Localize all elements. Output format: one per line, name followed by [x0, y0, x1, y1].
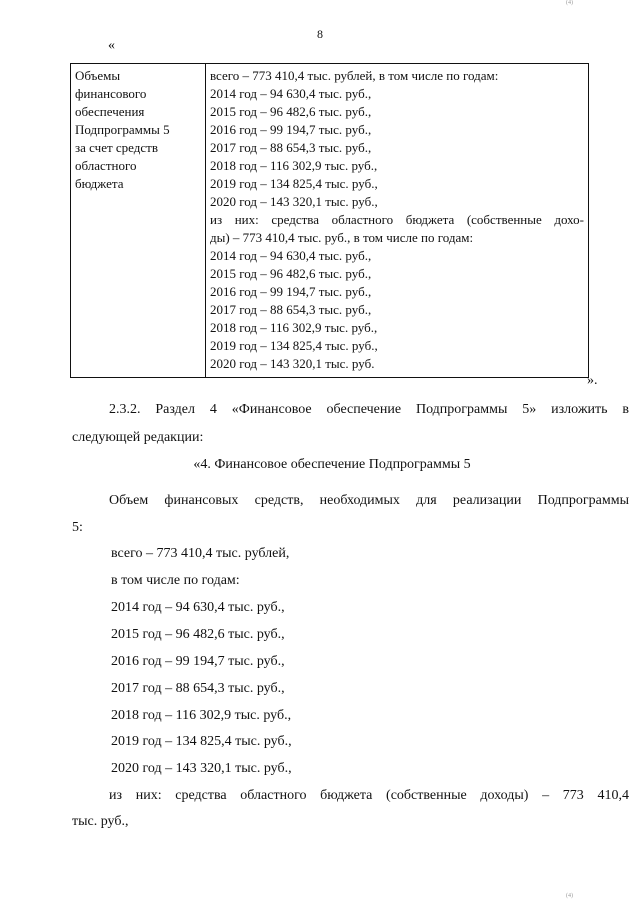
- value-line: 2016 год – 99 194,7 тыс. руб.,: [210, 284, 372, 299]
- value-line: 2014 год – 94 630,4 тыс. руб.,: [210, 248, 372, 263]
- value-line: из них: средства областного бюджета (собственные дохо-: [210, 212, 584, 227]
- value-line: 2015 год – 96 482,6 тыс. руб.,: [210, 266, 372, 281]
- year-line: 2020 год – 143 320,1 тыс. руб.,: [111, 761, 292, 776]
- value-line: 2018 год – 116 302,9 тыс. руб.,: [210, 320, 378, 335]
- value-cell: [206, 64, 589, 378]
- label-line: Подпрограммы 5: [75, 122, 170, 137]
- value-line: 2014 год – 94 630,4 тыс. руб.,: [210, 86, 372, 101]
- corner-mark-bottom: (4): [566, 893, 573, 899]
- year-line: 2016 год – 99 194,7 тыс. руб.,: [111, 654, 285, 669]
- value-line: 2019 год – 134 825,4 тыс. руб.,: [210, 176, 378, 191]
- label-line: обеспечения: [75, 104, 145, 119]
- value-line: 2019 год – 134 825,4 тыс. руб.,: [210, 338, 378, 353]
- value-line: 2020 год – 143 320,1 тыс. руб.: [210, 356, 375, 371]
- page-number: 8: [317, 27, 323, 41]
- value-line: 2020 год – 143 320,1 тыс. руб.,: [210, 194, 378, 209]
- label-line: бюджета: [75, 176, 124, 191]
- table-row: [71, 64, 589, 378]
- of-which-line: тыс. руб.,: [72, 814, 129, 829]
- by-years-line: в том числе по годам:: [111, 573, 240, 588]
- year-line: 2015 год – 96 482,6 тыс. руб.,: [111, 627, 285, 642]
- label-cell: [71, 64, 206, 378]
- label-line: Объемы: [75, 68, 121, 83]
- volume-paragraph-line: Объем финансовых средств, необходимых для реализации Подпрограммы: [109, 493, 629, 508]
- label-line: финансового: [75, 86, 147, 101]
- funding-table: [70, 63, 589, 378]
- year-line: 2018 год – 116 302,9 тыс. руб.,: [111, 708, 292, 723]
- year-line: 2019 год – 134 825,4 тыс. руб.,: [111, 734, 292, 749]
- of-which-line: из них: средства областного бюджета (собственные доходы) – 773 410,4: [109, 788, 629, 803]
- clause-paragraph-line: 2.3.2. Раздел 4 «Финансовое обеспечение Подпрограммы 5» изложить в: [109, 402, 629, 417]
- value-line: 2018 год – 116 302,9 тыс. руб.,: [210, 158, 378, 173]
- corner-mark-top: (4): [566, 0, 573, 6]
- year-line: 2014 год – 94 630,4 тыс. руб.,: [111, 600, 285, 615]
- value-line: 2015 год – 96 482,6 тыс. руб.,: [210, 104, 372, 119]
- label-line: за счет средств: [75, 140, 158, 155]
- total-line: всего – 773 410,4 тыс. рублей,: [111, 546, 290, 561]
- value-line: 2017 год – 88 654,3 тыс. руб.,: [210, 302, 372, 317]
- value-line: 2017 год – 88 654,3 тыс. руб.,: [210, 140, 372, 155]
- year-line: 2017 год – 88 654,3 тыс. руб.,: [111, 681, 285, 696]
- opening-quote: «: [108, 38, 115, 53]
- section-heading: «4. Финансовое обеспечение Подпрограммы 5: [193, 457, 471, 472]
- clause-paragraph-line: следующей редакции:: [72, 430, 204, 445]
- value-line: всего – 773 410,4 тыс. рублей, в том числе по годам:: [210, 68, 499, 83]
- closing-quote: ».: [587, 373, 598, 388]
- value-line: 2016 год – 99 194,7 тыс. руб.,: [210, 122, 372, 137]
- volume-paragraph-line: 5:: [72, 520, 83, 535]
- label-line: областного: [75, 158, 137, 173]
- value-line: ды) – 773 410,4 тыс. руб., в том числе по годам:: [210, 230, 474, 245]
